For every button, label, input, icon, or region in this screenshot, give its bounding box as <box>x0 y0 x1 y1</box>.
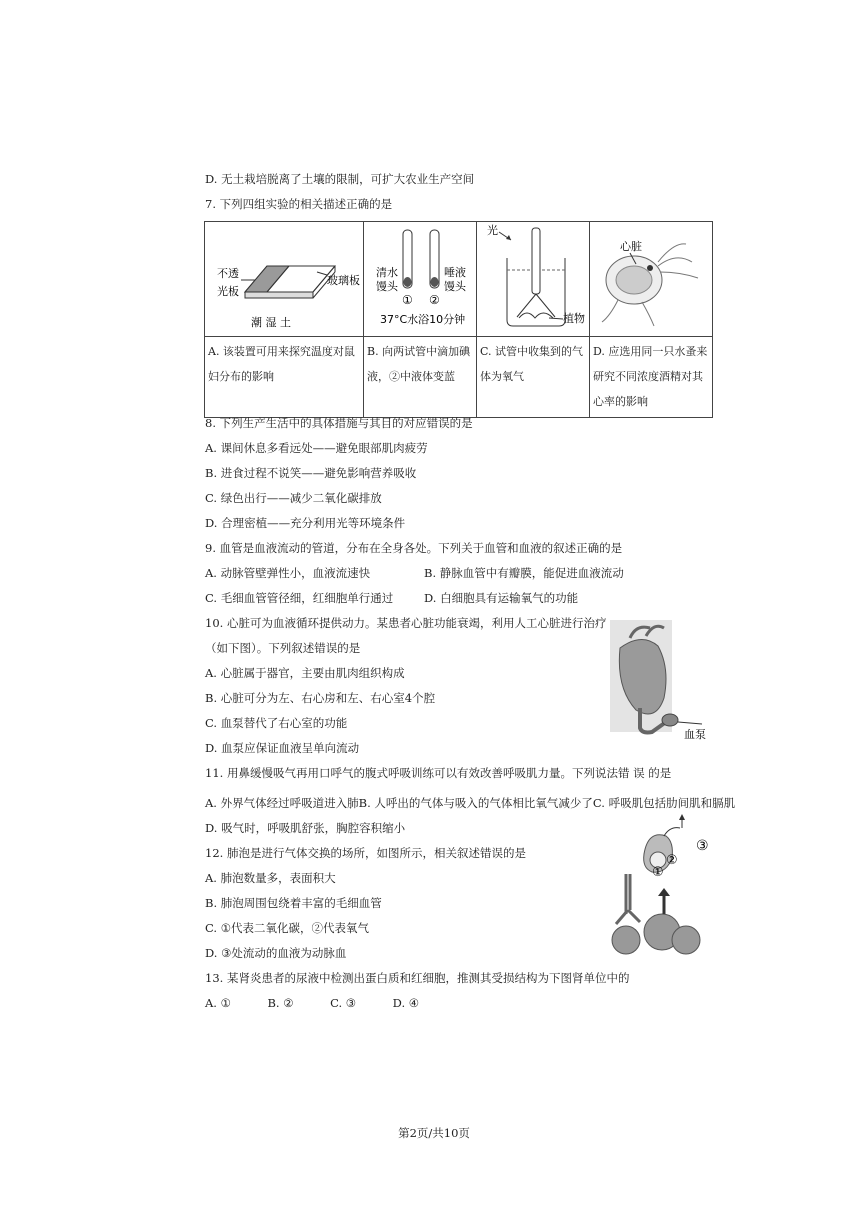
q9-option-b: B. 静脉血管中有瓣膜，能促进血液流动 <box>424 566 624 580</box>
q8-option-b: B. 进食过程不说笑——避免影响营养吸收 <box>205 466 417 480</box>
q11-options-abc: A. 外界气体经过呼吸道进入肺B. 人呼出的气体与吸入的气体相比氧气减少了C. 呼吸肌包括肋间肌和膈肌 <box>205 796 736 810</box>
label-steamed-bun-1: 馒头 <box>376 280 398 293</box>
q12-stem: 12. 肺泡是进行气体交换的场所，如图所示，相关叙述错误的是 <box>205 846 526 860</box>
q8-option-a: A. 课间休息多看远处——避免眼部肌肉疲劳 <box>205 441 428 455</box>
label-alveolus-3: ③ <box>696 838 709 854</box>
label-opaque-board-2: 光板 <box>217 285 239 298</box>
q12-option-a: A. 肺泡数量多，表面积大 <box>205 871 336 885</box>
label-plant: 植物 <box>563 312 585 325</box>
q7-experiment-table <box>204 221 713 418</box>
q9-stem: 9. 血管是血液流动的管道，分布在全身各处。下列关于血管和血液的叙述正确的是 <box>205 541 623 555</box>
q8-stem: 8. 下列生产生活中的具体措施与其目的对应错误的是 <box>205 416 473 430</box>
q13-options: A. ① B. ② C. ③ D. ④ <box>205 996 420 1010</box>
label-opaque-board-1: 不透 <box>217 267 239 280</box>
q12-option-d: D. ③处流动的血液为动脉血 <box>205 946 347 960</box>
page-footer: 第2页/共10页 <box>398 1126 470 1140</box>
q12-option-c: C. ①代表二氧化碳，②代表氧气 <box>205 921 370 935</box>
fig-plant-oxygen <box>477 222 590 337</box>
label-tube-1: ① <box>402 293 413 307</box>
q7-option-c: C. 试管中收集到的气体为氧气 <box>480 345 584 383</box>
label-heart: 心脏 <box>620 240 642 253</box>
alveolus-figure <box>604 814 714 964</box>
q11-option-d: D. 吸气时，呼吸肌舒张，胸腔容积缩小 <box>205 821 406 835</box>
fig-test-tubes <box>364 222 477 337</box>
q10-option-b: B. 心脏可分为左、右心房和左、右心室4个腔 <box>205 691 436 705</box>
label-moist-soil: 潮 湿 土 <box>251 316 291 329</box>
label-alveolus-1: ① <box>652 865 664 880</box>
fig-water-flea <box>590 222 713 337</box>
q12-option-b: B. 肺泡周围包绕着丰富的毛细血管 <box>205 896 382 910</box>
q13-stem: 13. 某肾炎患者的尿液中检测出蛋白质和红细胞，推测其受损结构为下图肾单位中的 <box>205 971 630 985</box>
label-water: 清水 <box>376 266 398 279</box>
q11-stem: 11. 用鼻缓慢吸气再用口呼气的腹式呼吸训练可以有效改善呼吸肌力量。下列说法错 误 的是 <box>205 766 672 780</box>
q10-option-a: A. 心脏属于器官，主要由肌肉组织构成 <box>205 666 405 680</box>
q10-stem: 10. 心脏可为血液循环提供动力。某患者心脏功能衰竭，利用人工心脏进行治疗 <box>205 616 607 630</box>
q9-option-a: A. 动脉管壁弹性小，血液流速快 <box>205 566 371 580</box>
label-water-bath: 37°C水浴10分钟 <box>380 313 466 326</box>
q9-option-d: D. 白细胞具有运输氧气的功能 <box>424 591 579 605</box>
label-tube-2: ② <box>429 293 440 307</box>
label-glass-board: 玻璃板 <box>327 274 360 287</box>
q10-option-d: D. 血泵应保证血液呈单向流动 <box>205 741 360 755</box>
label-light: 光 <box>487 224 498 237</box>
q7-option-b: B. 向两试管中滴加碘液，②中液体变蓝 <box>367 345 471 383</box>
q10-stem-2: （如下图）。下列叙述错误的是 <box>205 641 361 655</box>
q7-option-d: D. 应选用同一只水蚤来研究不同浓度酒精对其心率的影响 <box>593 345 708 408</box>
q9-option-c: C. 毛细血管管径细，红细胞单行通过 <box>205 591 394 605</box>
q8-option-d: D. 合理密植——充分利用光等环境条件 <box>205 516 406 530</box>
label-alveolus-2: ② <box>666 853 678 868</box>
q7-option-a: A. 该装置可用来探究温度对鼠妇分布的影响 <box>208 345 355 383</box>
label-steamed-bun-2: 馒头 <box>444 280 466 293</box>
q6-option-d: D. 无土栽培脱离了土壤的限制，可扩大农业生产空间 <box>205 172 475 186</box>
label-blood-pump: 血泵 <box>684 728 706 740</box>
fig-woodlouse-device <box>205 222 364 337</box>
q7-stem: 7. 下列四组实验的相关描述正确的是 <box>205 197 393 211</box>
q8-option-c: C. 绿色出行——减少二氧化碳排放 <box>205 491 382 505</box>
q10-option-c: C. 血泵替代了右心室的功能 <box>205 716 348 730</box>
artificial-heart-figure <box>606 618 712 740</box>
label-saliva: 唾液 <box>444 266 466 279</box>
